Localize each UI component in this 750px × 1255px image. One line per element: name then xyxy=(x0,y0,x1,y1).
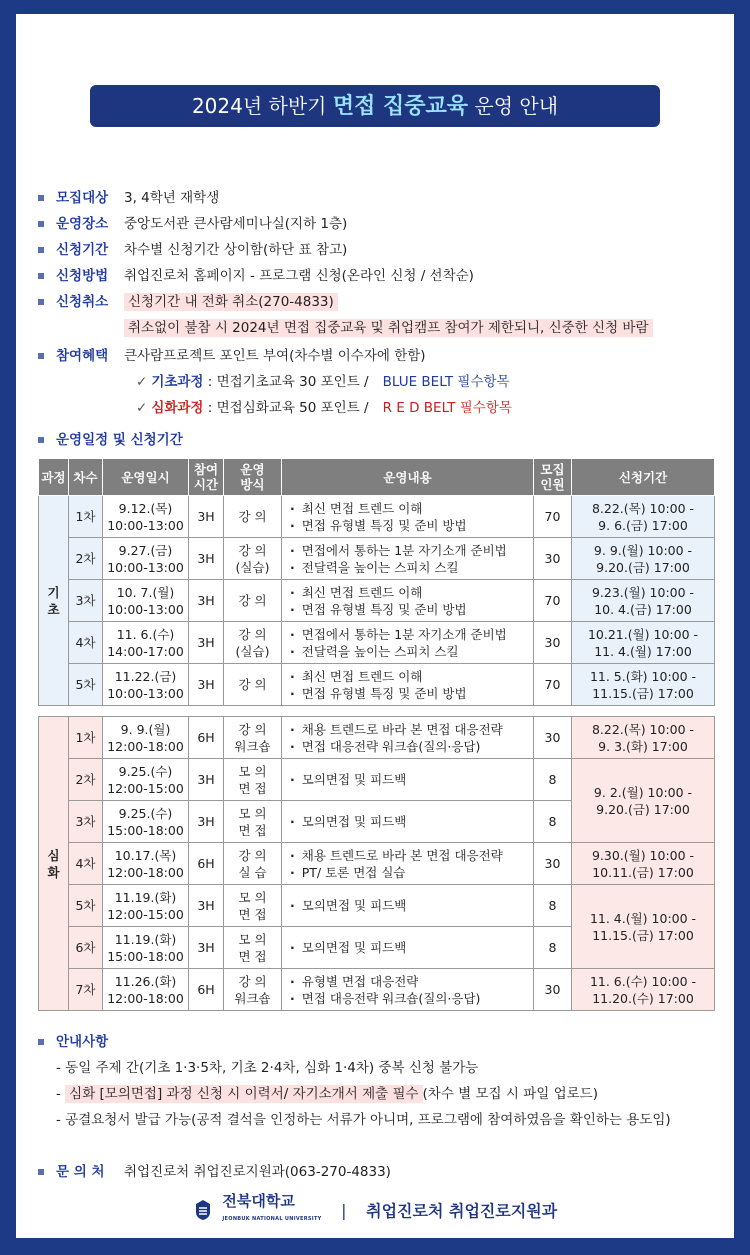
table-row xyxy=(39,885,715,927)
content-cell: · 최신 면접 트렌드 이해 · 면접 유형별 특징 및 준비 방법 xyxy=(282,496,534,538)
bullet-icon xyxy=(38,353,44,359)
date-cell: 9.12.(목) 10:00-13:00 xyxy=(103,496,189,538)
table-row xyxy=(39,580,715,622)
method-cell: 강 의 워크숍 xyxy=(224,717,282,759)
notice-sheet xyxy=(16,14,734,1238)
note-2: - 심화 [모의면접] 과정 신청 시 이력서/ 자기소개서 제출 필수 (차수 별 모집 시 파일 업로드) xyxy=(56,1086,598,1102)
capacity-cell: 30 xyxy=(534,717,572,759)
date-cell: 9.25.(수) 15:00-18:00 xyxy=(103,801,189,843)
capacity-cell: 70 xyxy=(534,664,572,706)
content-cell: · 최신 면접 트렌드 이해 · 면접 유형별 특징 및 준비 방법 xyxy=(282,580,534,622)
bullet-icon xyxy=(38,437,44,443)
bullet-icon xyxy=(38,247,44,253)
table-row xyxy=(39,969,715,1011)
content-cell: · 채용 트렌드로 바라 본 면접 대응전략 · PT/ 토론 면접 실습 xyxy=(282,843,534,885)
table-row xyxy=(39,496,715,538)
benefit-basic: ✓ 기초과정 : 면접기초교육 30 포인트 / BLUE BELT 필수항목 xyxy=(136,374,510,390)
bullet-icon xyxy=(38,299,44,305)
round-cell: 5차 xyxy=(69,885,103,927)
method-cell: 강 의 xyxy=(224,664,282,706)
round-cell: 1차 xyxy=(69,496,103,538)
footer xyxy=(16,1194,734,1226)
table-row xyxy=(39,843,715,885)
date-cell: 11.22.(금) 10:00-13:00 xyxy=(103,664,189,706)
check-icon: ✓ xyxy=(136,400,148,416)
date-cell: 10. 7.(월) 10:00-13:00 xyxy=(103,580,189,622)
schedule-table xyxy=(38,458,715,1011)
bullet-icon xyxy=(38,1169,44,1175)
period-cell: 11. 5.(화) 10:00 - 11.15.(금) 17:00 xyxy=(572,664,715,706)
benefit-advanced: ✓ 심화과정 : 면접심화교육 50 포인트 / R E D BELT 필수항목 xyxy=(136,400,512,416)
round-cell: 2차 xyxy=(69,538,103,580)
method-cell: 강 의 워크숍 xyxy=(224,969,282,1011)
capacity-cell: 8 xyxy=(534,885,572,927)
check-icon: ✓ xyxy=(136,374,148,390)
cancel-note: 취소없이 불참 시 2024년 면접 집중교육 및 취업캠프 참여가 제한되니, 신중한 신청 바람 xyxy=(124,316,653,336)
content-cell: · 모의면접 및 피드백 xyxy=(282,927,534,969)
date-cell: 11.19.(화) 12:00-15:00 xyxy=(103,885,189,927)
contact: 문 의 처 취업진로처 취업진로지원과(063-270-4833) xyxy=(38,1160,391,1180)
method-cell: 강 의 실 습 xyxy=(224,843,282,885)
capacity-cell: 8 xyxy=(534,801,572,843)
table-row xyxy=(39,664,715,706)
method-cell: 강 의 (실습) xyxy=(224,538,282,580)
method-cell: 모 의 면 접 xyxy=(224,801,282,843)
content-cell: · 채용 트렌드로 바라 본 면접 대응전략 · 면접 대응전략 워크숍(질의·응답) xyxy=(282,717,534,759)
university-name: 전북대학교 JEONBUK NATIONAL UNIVERSITY xyxy=(222,1192,322,1222)
table-row xyxy=(39,538,715,580)
period-cell: 8.22.(목) 10:00 - 9. 6.(금) 17:00 xyxy=(572,496,715,538)
bullet-icon xyxy=(38,273,44,279)
date-cell: 11. 6.(수) 14:00-17:00 xyxy=(103,622,189,664)
table-header: 과정 차수 운영일시 참여 시간 운영 방식 운영내용 모집 인원 신청기간 xyxy=(39,459,715,496)
period-cell: 9. 2.(월) 10:00 - 9.20.(금) 17:00 xyxy=(572,759,715,843)
round-cell: 7차 xyxy=(69,969,103,1011)
page-title xyxy=(90,85,660,127)
title-suffix: 운영 안내 xyxy=(468,94,559,118)
hours-cell: 3H xyxy=(189,759,224,801)
university-logo-icon xyxy=(193,1199,213,1221)
hours-cell: 6H xyxy=(189,969,224,1011)
capacity-cell: 70 xyxy=(534,496,572,538)
bullet-icon xyxy=(38,195,44,201)
method-cell: 강 의 xyxy=(224,496,282,538)
content-cell: · 유형별 면접 대응전략 · 면접 대응전략 워크숍(질의·응답) xyxy=(282,969,534,1011)
method-cell: 모 의 면 접 xyxy=(224,885,282,927)
hours-cell: 3H xyxy=(189,496,224,538)
title-highlight: 면접 집중교육 xyxy=(332,94,469,119)
method-cell: 모 의 면 접 xyxy=(224,927,282,969)
content-cell: · 모의면접 및 피드백 xyxy=(282,885,534,927)
capacity-cell: 30 xyxy=(534,843,572,885)
period-cell: 9.23.(월) 10:00 - 10. 4.(금) 17:00 xyxy=(572,580,715,622)
date-cell: 11.26.(화) 12:00-18:00 xyxy=(103,969,189,1011)
info-benefit: 참여혜택 큰사람프로젝트 포인트 부여(차수별 이수자에 한함) xyxy=(38,344,426,364)
info-location: 운영장소 중앙도서관 큰사람세미나실(지하 1층) xyxy=(38,212,347,232)
period-cell: 8.22.(목) 10:00 - 9. 3.(화) 17:00 xyxy=(572,717,715,759)
hours-cell: 6H xyxy=(189,717,224,759)
round-cell: 6차 xyxy=(69,927,103,969)
hours-cell: 3H xyxy=(189,538,224,580)
content-cell: · 면접에서 통하는 1분 자기소개 준비법 · 전달력을 높이는 스피치 스킬 xyxy=(282,538,534,580)
capacity-cell: 8 xyxy=(534,759,572,801)
hours-cell: 3H xyxy=(189,664,224,706)
footer-department: 취업진로처 취업진로지원과 xyxy=(366,1201,558,1221)
date-cell: 9. 9.(월) 12:00-18:00 xyxy=(103,717,189,759)
round-cell: 1차 xyxy=(69,717,103,759)
capacity-cell: 30 xyxy=(534,969,572,1011)
hours-cell: 3H xyxy=(189,580,224,622)
round-cell: 3차 xyxy=(69,580,103,622)
info-period: 신청기간 차수별 신청기간 상이함(하단 표 참고) xyxy=(38,238,347,258)
capacity-cell: 8 xyxy=(534,927,572,969)
round-cell: 4차 xyxy=(69,843,103,885)
table-row xyxy=(39,759,715,801)
info-cancel: 신청취소 신청기간 내 전화 취소(270-4833) xyxy=(38,290,338,310)
method-cell: 강 의 (실습) xyxy=(224,622,282,664)
table-row xyxy=(39,622,715,664)
table-row xyxy=(39,717,715,759)
round-cell: 2차 xyxy=(69,759,103,801)
title-prefix: 2024년 하반기 xyxy=(191,94,333,118)
hours-cell: 3H xyxy=(189,801,224,843)
hours-cell: 3H xyxy=(189,622,224,664)
method-cell: 강 의 xyxy=(224,580,282,622)
date-cell: 9.27.(금) 10:00-13:00 xyxy=(103,538,189,580)
method-cell: 모 의 면 접 xyxy=(224,759,282,801)
period-cell: 9. 9.(월) 10:00 - 9.20.(금) 17:00 xyxy=(572,538,715,580)
course-cell: 심화 xyxy=(39,717,69,1011)
period-cell: 11. 6.(수) 10:00 - 11.20.(수) 17:00 xyxy=(572,969,715,1011)
info-target: 모집대상 3, 4학년 재학생 xyxy=(38,186,219,206)
info-method: 신청방법 취업진로처 홈페이지 - 프로그램 신청(온라인 신청 / 선착순) xyxy=(38,264,474,284)
period-cell: 9.30.(월) 10:00 - 10.11.(금) 17:00 xyxy=(572,843,715,885)
period-cell: 11. 4.(월) 10:00 - 11.15.(금) 17:00 xyxy=(572,885,715,969)
capacity-cell: 30 xyxy=(534,622,572,664)
course-cell: 기초 xyxy=(39,496,69,706)
notes-heading: 안내사항 xyxy=(38,1030,108,1050)
content-cell: · 모의면접 및 피드백 xyxy=(282,759,534,801)
hours-cell: 6H xyxy=(189,843,224,885)
date-cell: 10.17.(목) 12:00-18:00 xyxy=(103,843,189,885)
hours-cell: 3H xyxy=(189,885,224,927)
round-cell: 3차 xyxy=(69,801,103,843)
note-3: - 공결요청서 발급 가능(공적 결석을 인정하는 서류가 아니며, 프로그램에 참여하였음을 확인하는 용도임) xyxy=(56,1112,671,1128)
period-cell: 10.21.(월) 10:00 - 11. 4.(월) 17:00 xyxy=(572,622,715,664)
content-cell: · 면접에서 통하는 1분 자기소개 준비법 · 전달력을 높이는 스피치 스킬 xyxy=(282,622,534,664)
date-cell: 11.19.(화) 15:00-18:00 xyxy=(103,927,189,969)
capacity-cell: 70 xyxy=(534,580,572,622)
footer-separator: | xyxy=(341,1200,347,1220)
round-cell: 4차 xyxy=(69,622,103,664)
content-cell: · 모의면접 및 피드백 xyxy=(282,801,534,843)
content-cell: · 최신 면접 트렌드 이해 · 면접 유형별 특징 및 준비 방법 xyxy=(282,664,534,706)
bullet-icon xyxy=(38,1039,44,1045)
hours-cell: 3H xyxy=(189,927,224,969)
date-cell: 9.25.(수) 12:00-15:00 xyxy=(103,759,189,801)
bullet-icon xyxy=(38,221,44,227)
round-cell: 5차 xyxy=(69,664,103,706)
schedule-heading: 운영일정 및 신청기간 xyxy=(38,428,183,448)
note-1: - 동일 주제 간(기초 1·3·5차, 기초 2·4차, 심화 1·4차) 중복 신청 불가능 xyxy=(56,1060,479,1076)
capacity-cell: 30 xyxy=(534,538,572,580)
